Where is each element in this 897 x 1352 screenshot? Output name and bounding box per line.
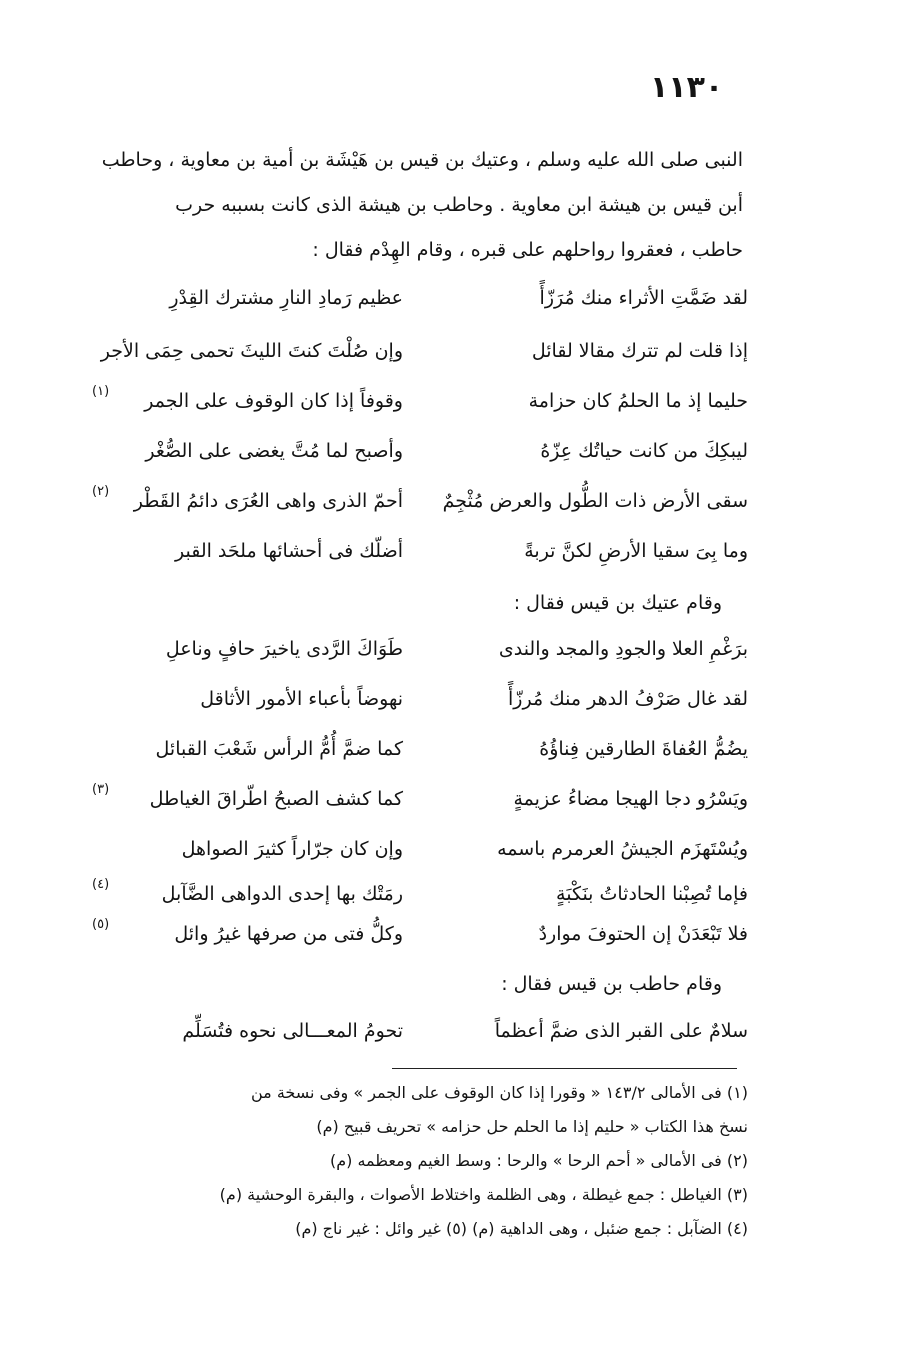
verse-second-hemistich: طَوَاكَ الرَّدى ياخيرَ حافٍ وناعلِ	[165, 638, 403, 660]
verse-second-hemistich: وإن كان جرّاراً كثيرَ الصواهل	[181, 838, 403, 860]
footnote-line: (٣) الغياطل : جمع غيطلة ، وهى الظلمة واختلاط الأصوات ، والبقرة الوحشية (م)	[219, 1185, 748, 1204]
verse-second-hemistich: وكلُّ فتى من صرفها غيرُ وائل	[174, 923, 403, 945]
verse-line	[92, 917, 748, 963]
verse-first-hemistich: برَغْمِ العلا والجودِ والمجد والندى	[498, 638, 748, 660]
verse-first-hemistich: يضُمُّ العُفاةَ الطارقين فِناؤُهُ	[539, 738, 748, 760]
verse-first-hemistich: سقى الأرض ذات الطُّول والعرض مُثْجِمٌ	[442, 490, 748, 512]
verse-line	[108, 440, 748, 480]
verse-line	[100, 340, 748, 380]
verse-second-hemistich: وإن صُلْتَ كنتَ الليثَ تحمى حِمَى الأجر	[100, 340, 403, 362]
verse-first-hemistich: وما بِىَ سقيا الأرضِ لكنَّ تربةً	[524, 540, 748, 562]
verse-line	[92, 877, 748, 923]
prose-line: أبن قيس بن هيشة ابن معاوية . وحاطب بن هيشة الذى كانت بسببه حرب	[175, 194, 743, 216]
footnote-marker: (٤)	[92, 877, 110, 892]
page-number: ١١٣٠	[650, 70, 724, 105]
verse-second-hemistich: كما كشف الصبحُ اطّراقَ الغياطل	[149, 788, 403, 810]
section-heading: وقام حاطب بن قيس فقال :	[501, 973, 722, 995]
prose-line: حاطب ، فعقروا رواحلهم على قبره ، وقام الهِدْم فقال :	[312, 239, 743, 261]
verse-second-hemistich: نهوضاً بأعباء الأمور الأثاقل	[200, 688, 403, 710]
verse-first-hemistich: لقد ضَمَّتِ الأثراء منك مُرَزّأً	[539, 287, 748, 309]
footnote-separator	[392, 1068, 737, 1069]
verse-second-hemistich: رمَتْك بها إحدى الدواهى الضَّآبل	[161, 883, 403, 905]
footnotes	[88, 1076, 748, 1246]
footnote-marker: (٢)	[92, 484, 110, 499]
verse-line	[108, 688, 748, 728]
verse-first-hemistich: ويُسْتَهزَم الجيشُ العرمرم باسمه	[497, 838, 748, 860]
verse-first-hemistich: حليما إذ ما الحلمُ كان حزامة	[528, 390, 748, 412]
verse-line	[108, 638, 748, 678]
verse-first-hemistich: لقد غال صَرْفُ الدهر منك مُرزّأً	[508, 688, 748, 710]
footnote-marker: (٥)	[92, 917, 110, 932]
verse-first-hemistich: إذا قلت لم تترك مقالا لقائل	[531, 340, 748, 362]
verse-line	[108, 540, 748, 580]
verse-first-hemistich: سلامٌ على القبر الذى ضمَّ أعظماً	[494, 1020, 748, 1042]
verse-line	[92, 384, 748, 430]
verse-line	[108, 738, 748, 778]
verse-first-hemistich: ليبكِكَ من كانت حياتُك عِزّهُ	[540, 440, 748, 462]
verse-second-hemistich: وقوفاً إذا كان الوقوف على الجمر	[144, 390, 403, 412]
footnote-marker: (١)	[92, 384, 110, 399]
prose-paragraph	[98, 138, 743, 273]
verse-line	[108, 287, 748, 327]
footnote-line: (٤) الضآبل : جمع ضئبل ، وهى الداهية (م) (٥) غير وائل : غير ناج (م)	[295, 1219, 748, 1238]
section-heading: وقام عتيك بن قيس فقال :	[513, 592, 722, 614]
verse-line	[108, 838, 748, 878]
verse-first-hemistich: ويَسْرُو دجا الهيجا مضاءُ عزيمةٍ	[513, 788, 748, 810]
verse-second-hemistich: أحمّ الذرى واهى العُرَى دائمُ القَطْر	[133, 490, 403, 512]
footnote-line: (١) فى الأمالى ١٤٣/٢ « وقورا إذا كان الوقوف على الجمر » وفى نسخة من	[250, 1083, 748, 1102]
verse-line	[92, 782, 748, 828]
verse-line	[108, 1020, 748, 1060]
verse-second-hemistich: عظيم رَمادِ النارِ مشترك القِدْرِ	[169, 287, 403, 309]
footnote-line: (٢) فى الأمالى « أحم الرحا » والرحا : وسط الغيم ومعظمه (م)	[329, 1151, 748, 1170]
verse-line	[92, 484, 748, 530]
prose-line: النبى صلى الله عليه وسلم ، وعتيك بن قيس بن هَيْشَة بن أمية بن معاوية ، وحاطب	[101, 149, 743, 171]
verse-second-hemistich: تحومُ المعـــالى نحوه فتُسَلِّم	[182, 1020, 403, 1042]
verse-second-hemistich: وأصبح لما مُتَّ يغضى على الصُّغْر	[145, 440, 403, 462]
verse-first-hemistich: فلا تَبْعَدَنْ إن الحتوفَ مواردٌ	[538, 923, 748, 945]
footnote-line: نسخ هذا الكتاب « حليم إذا ما الحلم حل حزامه » تحريف قبيح (م)	[316, 1117, 748, 1136]
verse-first-hemistich: فإما تُصِبْنا الحادثاتُ بنَكْبَةٍ	[556, 883, 748, 905]
verse-second-hemistich: كما ضمَّ أُمُّ الرأس شَعْبَ القبائل	[155, 738, 403, 760]
verse-second-hemistich: أضلّك فى أحشائها ملحَد القبر	[175, 540, 403, 562]
footnote-marker: (٣)	[92, 782, 110, 797]
